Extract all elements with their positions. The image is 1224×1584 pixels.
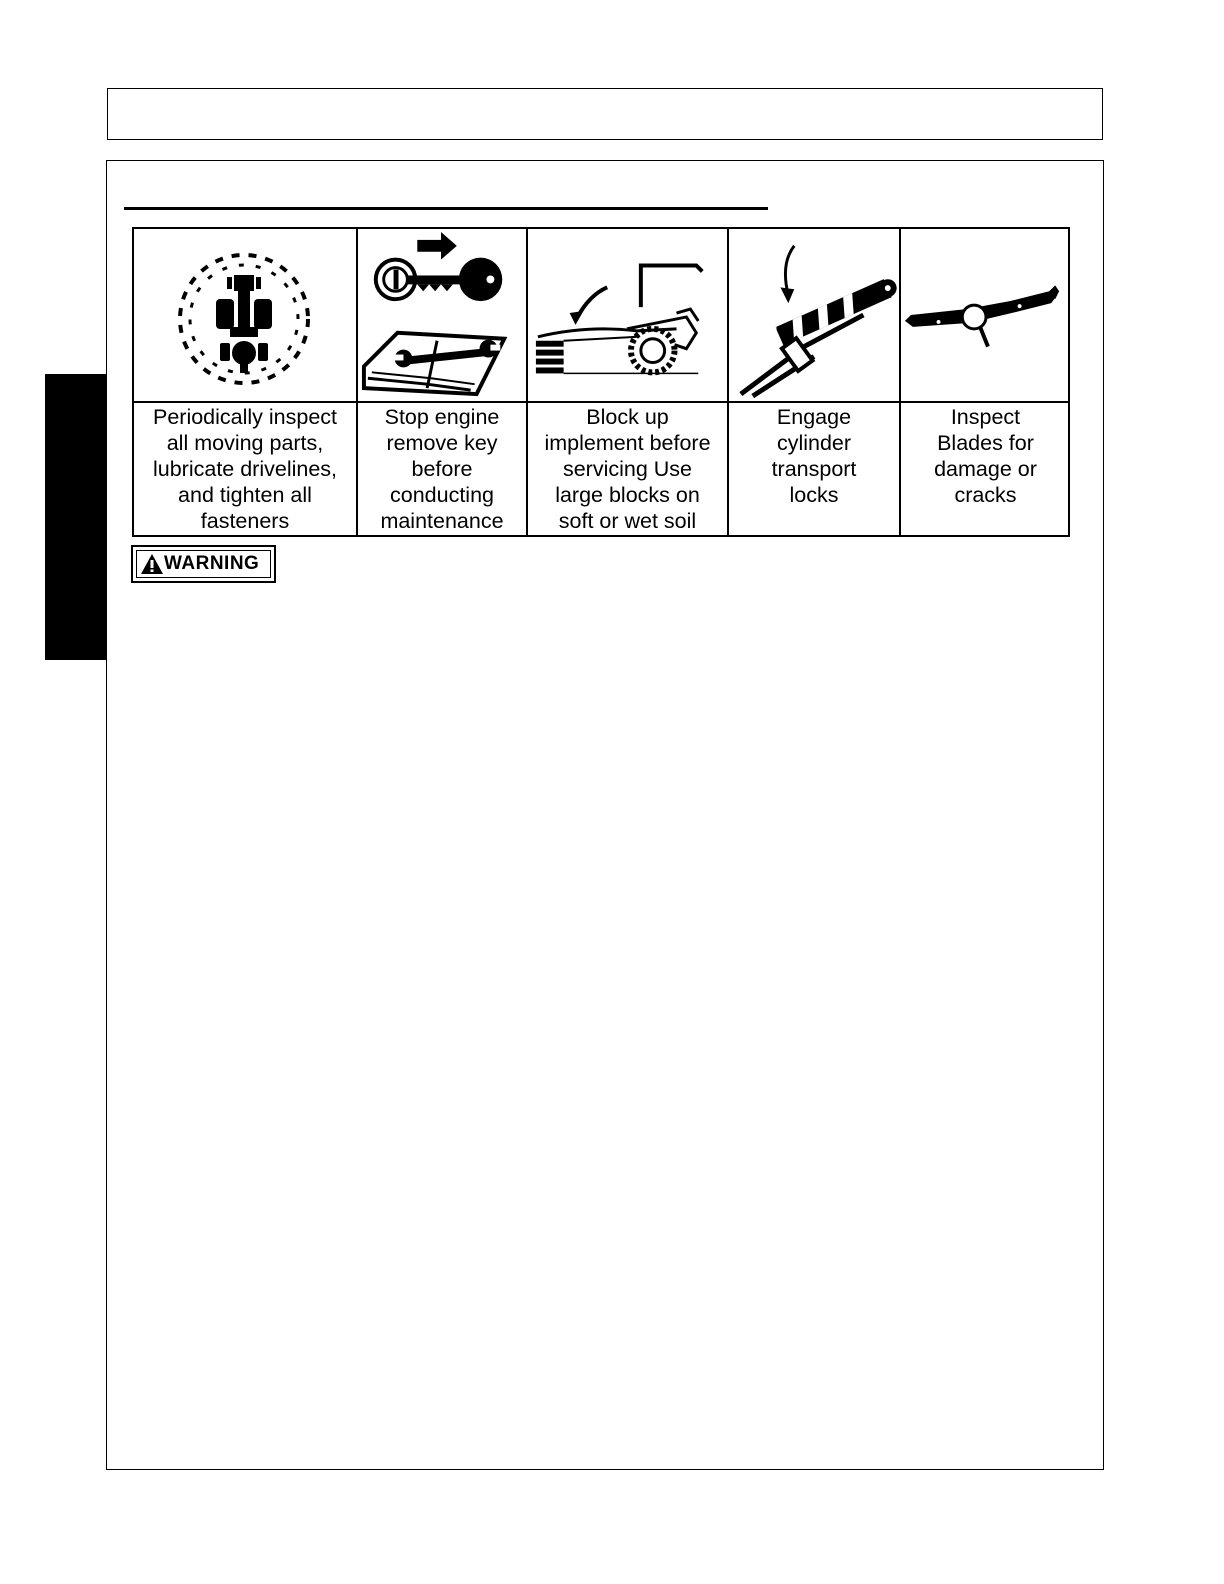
warning-text: WARNING	[164, 553, 260, 574]
decal-caption	[729, 401, 899, 535]
caption-line: large blocks on	[555, 483, 700, 507]
key-and-manual-icon	[358, 229, 526, 401]
caption-line: before	[411, 457, 473, 481]
caption-line: Blades for	[937, 431, 1034, 455]
caption-line: fasteners	[200, 509, 290, 533]
caption-line: remove key	[386, 431, 498, 455]
section-title-rule	[124, 207, 768, 210]
caption-line: lubricate drivelines,	[152, 457, 338, 481]
caption-line: Engage	[776, 405, 852, 429]
decal-caption	[134, 401, 356, 535]
caption-line: Periodically inspect	[152, 405, 338, 429]
caption-line: cracks	[954, 483, 1017, 507]
caption-line: locks	[789, 483, 839, 507]
section-side-tab	[45, 374, 107, 660]
cylinder-transport-lock-icon	[729, 229, 899, 401]
caption-line: implement before	[544, 431, 711, 455]
caption-line: transport	[771, 457, 857, 481]
decal-panel-stop-engine	[356, 229, 526, 535]
caption-line: maintenance	[380, 509, 504, 533]
caption-line: cylinder	[776, 431, 852, 455]
warning-signal-label	[131, 545, 276, 583]
caption-line: conducting	[390, 483, 494, 507]
caption-line: and tighten all	[178, 483, 312, 507]
caption-line: servicing Use	[562, 457, 693, 481]
decal-caption	[528, 401, 727, 535]
tractor-with-dashed-circle-icon	[134, 229, 356, 401]
decal-panel-cylinder-locks	[727, 229, 899, 535]
decal-panel-inspect-blades	[899, 229, 1070, 535]
caption-line: damage or	[934, 457, 1037, 481]
caption-line: soft or wet soil	[558, 509, 697, 533]
caption-line: all moving parts,	[166, 431, 324, 455]
decal-panel-inspect-parts	[134, 229, 356, 535]
warning-triangle-icon	[140, 553, 164, 575]
caption-line: Stop engine	[384, 405, 500, 429]
caption-line: Inspect	[950, 405, 1021, 429]
decal-caption	[901, 401, 1070, 535]
page-header-box	[107, 88, 1103, 140]
caption-line: Block up	[586, 405, 669, 429]
blade-inspection-icon	[901, 229, 1070, 401]
decal-caption	[358, 401, 526, 535]
maintenance-safety-decal	[132, 227, 1070, 537]
decal-panel-block-up	[526, 229, 727, 535]
blocked-implement-icon	[528, 229, 727, 401]
